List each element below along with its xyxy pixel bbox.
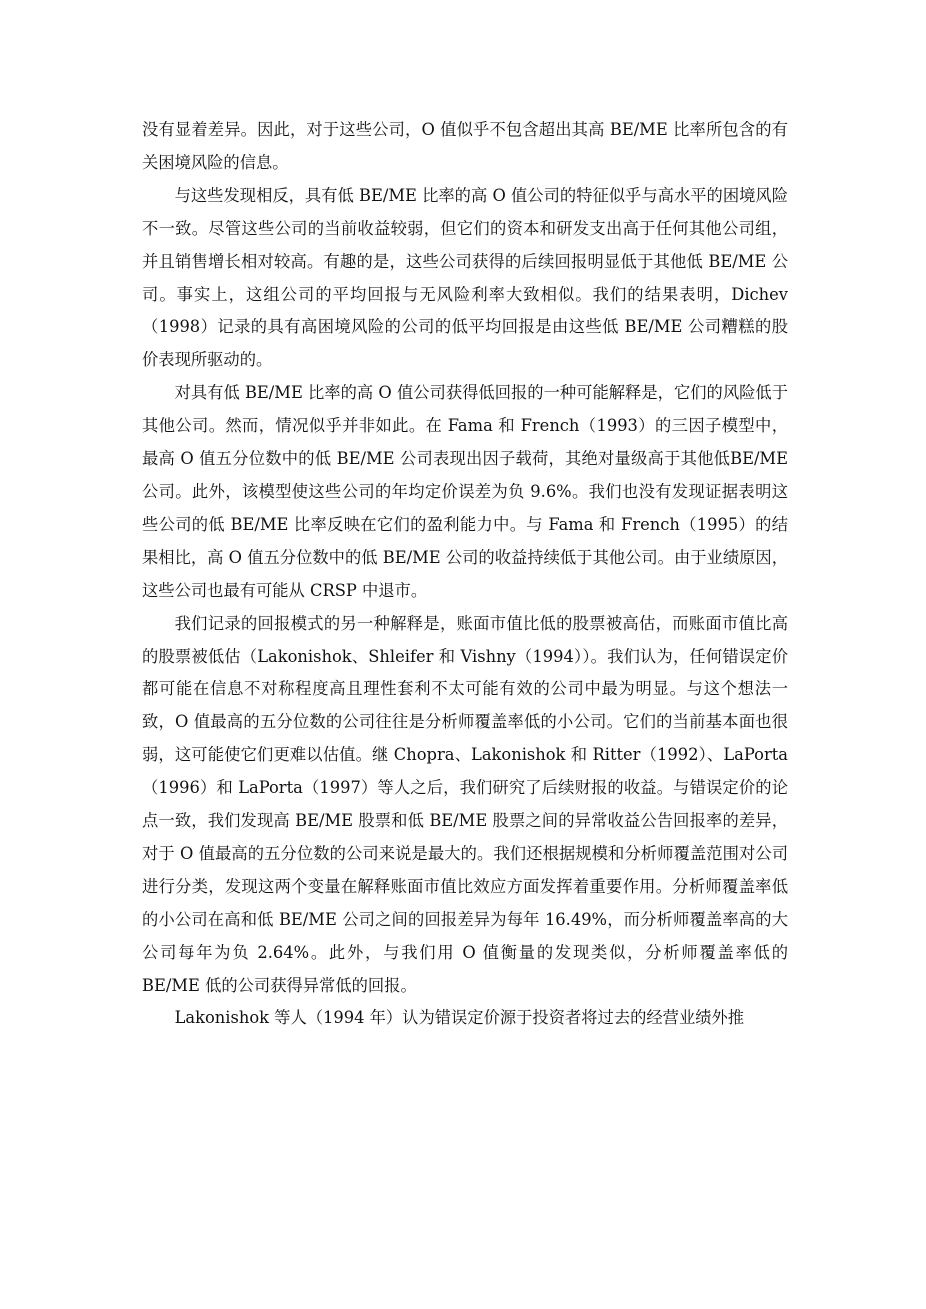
paragraph-5: Lakonishok 等人（1994 年）认为错误定价源于投资者将过去的经营业绩外推 [174,1008,745,1028]
paragraph-4: 我们记录的回报模式的另一种解释是，账面市值比低的股票被高估，而账面市值比高的股票被低估（Lakonishok、Shleifer 和 Vishny（1994））。我们认为，任何错误定价都可能在信息不对称程度高且理性套利不太可能有效的公司中最为明显。与这个想法一致，O 值最高的五分位数的公司往往是分析师覆盖率低的小公司。它们的当前基本面也很弱，这可能使它们更难以估值。继 Chopra、Lakonishok 和 Ritter（1992）、LaPorta（1996）和 LaPorta（1997）等人之后，我们研究了后续财报的收益。与错误定价的论点一致，我们发现高 BE/ME 股票和低 BE/ME 股票之间的异常收益公告回报率的差异，对于 O 值最高的五分位数的公司来说是最大的。我们还根据规模和分析师覆盖范围对公司进行分类，发现这两个变量在解释账面市值比效应方面发挥着重要作用。分析师覆盖率低的小公司在高和低 BE/ME 公司之间的回报差异为每年 16.49%，而分析师覆盖率高的大公司每年为负 2.64%。此外，与我们用 O 值衡量的发现类似，分析师覆盖率低的 BE/ME 低的公司获得异常低的回报。 [142,613,788,995]
document-page [142,114,788,1035]
paragraph-3: 对具有低 BE/ME 比率的高 O 值公司获得低回报的一种可能解释是，它们的风险低于其他公司。然而，情况似乎并非如此。在 Fama 和 French（1993）的三因子模型中，最高 O 值五分位数中的低 BE/ME 公司表现出因子载荷，其绝对量级高于其他低BE/ME 公司。此外，该模型使这些公司的年均定价误差为负 9.6%。我们也没有发现证据表明这些公司的低 BE/ME 比率反映在它们的盈利能力中。与 Fama 和 French（1995）的结果相比，高 O 值五分位数中的低 BE/ME 公司的收益持续低于其他公司。由于业绩原因，这些公司也最有可能从 CRSP 中退市。 [142,383,788,600]
paragraph-1: 没有显着差异。因此，对于这些公司，O 值似乎不包含超出其高 BE/ME 比率所包含的有关困境风险的信息。 [142,120,788,172]
paragraph-2: 与这些发现相反，具有低 BE/ME 比率的高 O 值公司的特征似乎与高水平的困境风险不一致。尽管这些公司的当前收益较弱，但它们的资本和研发支出高于任何其他公司组，并且销售增长相对较高。有趣的是，这些公司获得的后续回报明显低于其他低 BE/ME 公司。事实上，这组公司的平均回报与无风险利率大致相似。我们的结果表明，Dichev（1998）记录的具有高困境风险的公司的低平均回报是由这些低 BE/ME 公司糟糕的股价表现所驱动的。 [142,185,788,370]
